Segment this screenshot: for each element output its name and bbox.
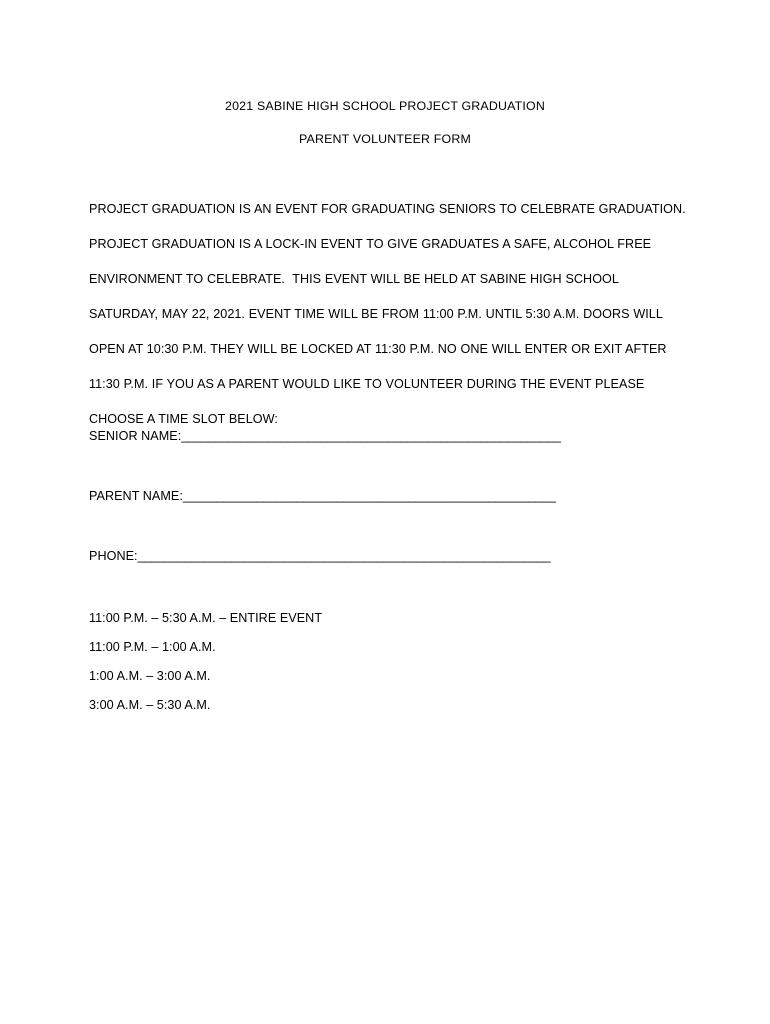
event-description-paragraph: PROJECT GRADUATION IS AN EVENT FOR GRADUATING SENIORS TO CELEBRATE GRADUATION. PROJECT GRADUATION IS A LOCK-IN EVENT TO GIVE GRADUATES A SAFE, ALCOHOL FREE ENVIRONMENT TO CELEBRATE. THIS EVENT WILL BE HELD AT SABINE HIGH SCHOOL SATURDAY, MAY 22, 2021. EVENT TIME WILL BE FROM 11:00 P.M. UNTIL 5:30 A.M. DOORS WILL OPEN AT 10:30 P.M. THEY WILL BE LOCKED AT 11:30 P.M. NO ONE WILL ENTER OR EXIT AFTER 11:30 P.M. IF YOU AS A PARENT WOULD LIKE TO VOLUNTEER DURING THE EVENT PLEASE CHOOSE A TIME SLOT BELOW: xyxy=(89,201,690,426)
parent-name-label: PARENT NAME: xyxy=(89,489,183,503)
field-row-parent-name[interactable] xyxy=(89,488,689,504)
document-title xyxy=(0,90,770,156)
phone-label: PHONE: xyxy=(89,549,138,563)
form-fields-section xyxy=(89,428,689,564)
time-slot-option[interactable]: 1:00 A.M. – 3:00 A.M. xyxy=(89,669,211,683)
time-slot-option[interactable]: 11:00 P.M. – 1:00 A.M. xyxy=(89,640,216,654)
title-line-main: 2021 SABINE HIGH SCHOOL PROJECT GRADUATION xyxy=(225,99,545,113)
parent-name-blank[interactable]: ________________________________________________________ xyxy=(182,489,556,503)
senior-name-label: SENIOR NAME: xyxy=(89,429,182,443)
field-row-phone[interactable] xyxy=(89,548,689,564)
time-slot-list xyxy=(89,604,689,720)
field-row-senior-name[interactable] xyxy=(89,428,689,444)
time-slot-option[interactable]: 3:00 A.M. – 5:30 A.M. xyxy=(89,698,211,712)
phone-blank[interactable]: ______________________________________________________________ xyxy=(137,549,551,563)
time-slot-option[interactable]: 11:00 P.M. – 5:30 A.M. – ENTIRE EVENT xyxy=(89,611,323,625)
title-line-subtitle: PARENT VOLUNTEER FORM xyxy=(299,132,471,146)
body-section xyxy=(89,179,689,449)
senior-name-blank[interactable]: _________________________________________________________ xyxy=(181,429,561,443)
